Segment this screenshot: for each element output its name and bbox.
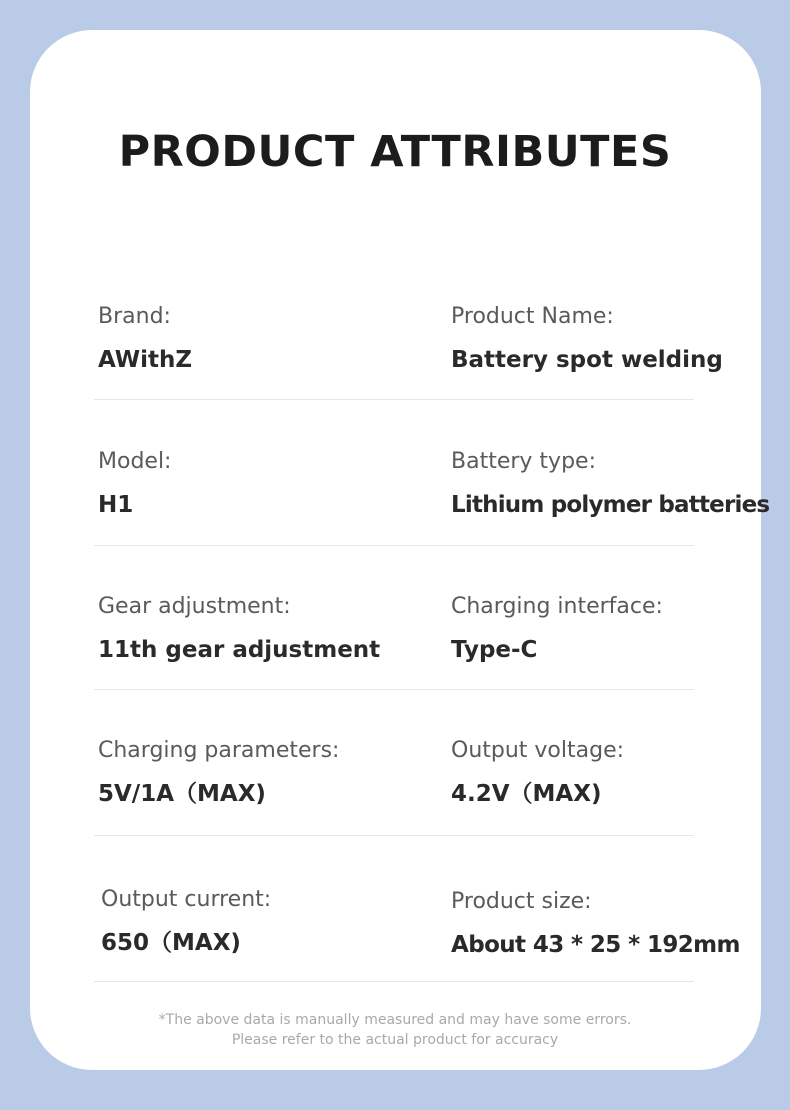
attribute-value: Lithium polymer batteries	[451, 492, 770, 518]
attribute-gear-adjustment	[98, 593, 380, 665]
attribute-value: About 43 * 25 * 192mm	[451, 932, 740, 958]
attribute-label: Output current:	[101, 887, 272, 912]
attribute-value: 11th gear adjustment	[98, 637, 381, 663]
divider	[94, 545, 694, 546]
page-title: PRODUCT ATTRIBUTES	[118, 127, 672, 177]
divider	[94, 981, 694, 982]
attribute-brand	[98, 303, 192, 375]
attribute-charging-parameters	[98, 737, 339, 809]
attribute-label: Battery type:	[451, 449, 596, 474]
footnote-line-2: Please refer to the actual product for accuracy	[231, 1032, 559, 1048]
attribute-product-name	[451, 303, 723, 375]
attribute-label: Product size:	[451, 889, 592, 914]
attribute-output-current	[101, 886, 271, 958]
attribute-label: Charging interface:	[451, 594, 663, 619]
attribute-value: AWithZ	[98, 347, 193, 373]
attribute-label: Gear adjustment:	[98, 594, 291, 619]
attribute-value: 4.2V（MAX)	[451, 781, 602, 807]
attribute-label: Charging parameters:	[98, 738, 340, 763]
attribute-product-size	[451, 888, 740, 960]
attribute-value: Battery spot welding	[451, 347, 723, 373]
divider	[94, 399, 694, 400]
attribute-output-voltage	[451, 737, 624, 809]
attribute-value: H1	[98, 492, 134, 518]
attribute-label: Product Name:	[451, 304, 614, 329]
attribute-label: Output voltage:	[451, 738, 625, 763]
attribute-value: 650（MAX)	[101, 930, 241, 956]
divider	[94, 835, 694, 836]
attribute-model	[98, 448, 171, 520]
divider	[94, 689, 694, 690]
attribute-value: Type-C	[451, 637, 538, 663]
attribute-battery-type	[451, 448, 769, 520]
footnote-line-1: *The above data is manually measured and may have some errors.	[158, 1012, 632, 1028]
attribute-charging-interface	[451, 593, 663, 665]
attribute-value: 5V/1A（MAX)	[98, 781, 266, 807]
attribute-label: Model:	[98, 449, 172, 474]
attribute-label: Brand:	[98, 304, 171, 329]
